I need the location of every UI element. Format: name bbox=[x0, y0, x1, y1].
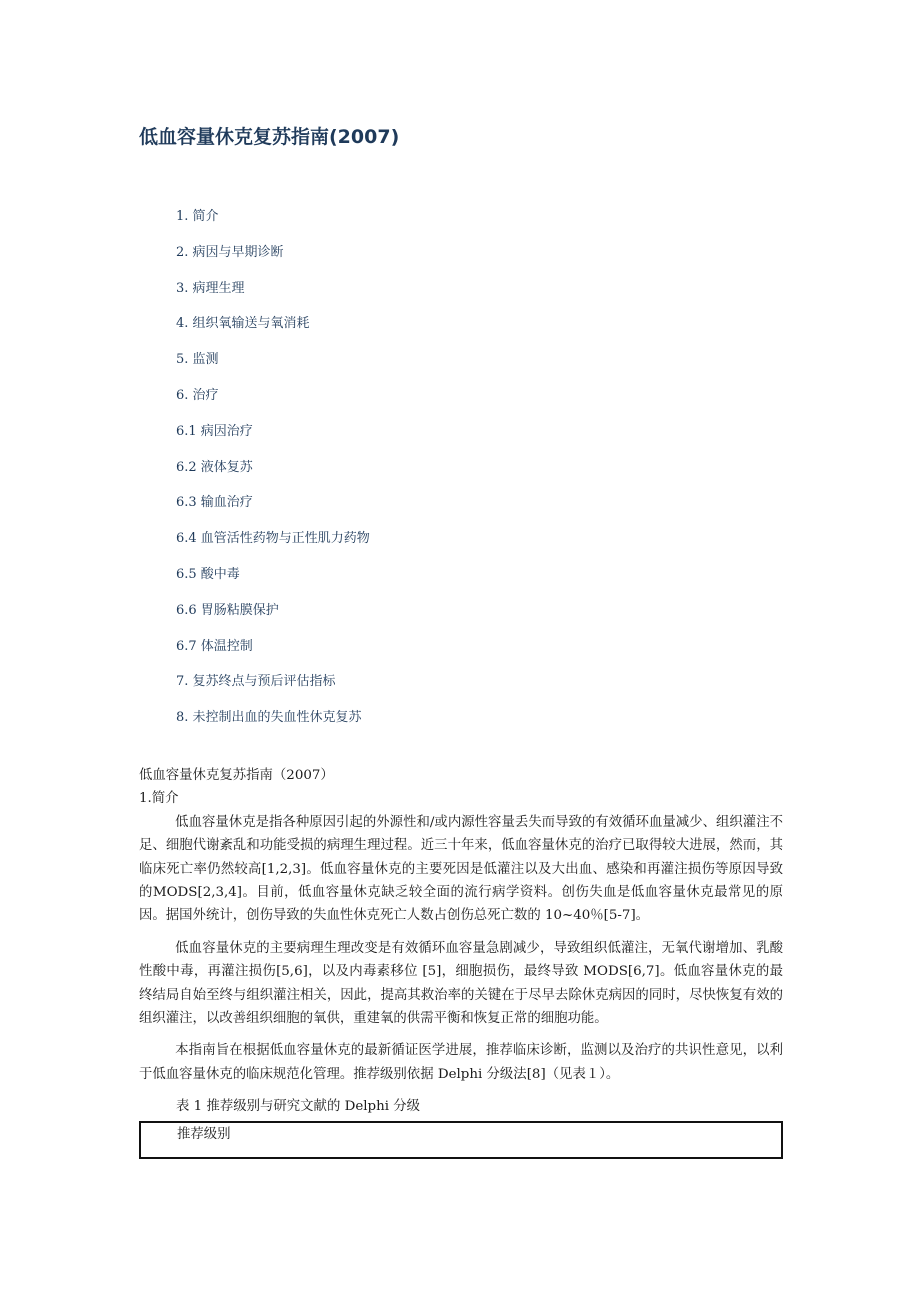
toc-item[interactable]: 6.1 病因治疗 bbox=[176, 423, 253, 439]
toc-item[interactable]: 7. 复苏终点与预后评估指标 bbox=[176, 674, 336, 690]
toc-item[interactable]: 6. 治疗 bbox=[176, 387, 219, 403]
section-heading: 1.简介 bbox=[139, 791, 179, 807]
toc-item[interactable]: 2. 病因与早期诊断 bbox=[176, 244, 284, 260]
table-row bbox=[140, 1122, 782, 1158]
body-paragraph: 本指南旨在根据低血容量休克的最新循证医学进展，推荐临床诊断，监测以及治疗的共识性意见，以利于低血容量休克的临床规范化管理。推荐级别依据 Delphi 分级法[8]（见表１）。 bbox=[139, 1043, 783, 1082]
toc-item[interactable]: 6.4 血管活性药物与正性肌力药物 bbox=[176, 531, 370, 547]
document-title: 低血容量休克复苏指南(2007) bbox=[139, 126, 400, 148]
table-caption: 表 1 推荐级别与研究文献的 Delphi 分级 bbox=[176, 1099, 421, 1115]
toc-item[interactable]: 6.6 胃肠粘膜保护 bbox=[176, 602, 279, 618]
document-body bbox=[139, 764, 783, 1159]
toc-item[interactable]: 6.3 输血治疗 bbox=[176, 495, 253, 511]
body-paragraph: 低血容量休克是指各种原因引起的外源性和/或内源性容量丢失而导致的有效循环血量减少、组织灌注不足、细胞代谢紊乱和功能受损的病理生理过程。近三十年来，低血容量休克的治疗已取得较大进展，然而，其临床死亡率仍然较高[1,2,3]。低血容量休克的主要死因是低灌注以及大出血、感染和再灌注损伤等原因导致的MODS[2,3,4]。目前，低血容量休克缺乏较全面的流行病学资料。创伤失血是低血容量休克最常见的原因。据国外统计，创伤导致的失血性休克死亡人数占创伤总死亡数的 10~40％[5-7]。 bbox=[139, 814, 783, 924]
table-header-cell: 推荐级别 bbox=[177, 1126, 231, 1142]
document-subtitle: 低血容量休克复苏指南（2007） bbox=[139, 768, 334, 783]
toc-item[interactable]: 8. 未控制出血的失血性休克复苏 bbox=[176, 710, 362, 726]
recommendation-grade-table bbox=[139, 1121, 783, 1159]
toc-item[interactable]: 5. 监测 bbox=[176, 352, 219, 368]
toc-item[interactable]: 3. 病理生理 bbox=[176, 280, 245, 296]
table-of-contents bbox=[176, 206, 370, 743]
toc-item[interactable]: 6.2 液体复苏 bbox=[176, 459, 253, 475]
toc-item[interactable]: 6.7 体温控制 bbox=[176, 638, 253, 654]
toc-item[interactable]: 1. 简介 bbox=[176, 209, 219, 224]
toc-item[interactable]: 4. 组织氧输送与氧消耗 bbox=[176, 316, 310, 332]
toc-item[interactable]: 6.5 酸中毒 bbox=[176, 566, 240, 582]
body-paragraph: 低血容量休克的主要病理生理改变是有效循环血容量急剧减少，导致组织低灌注，无氧代谢增加、乳酸性酸中毒，再灌注损伤[5,6]，以及内毒素移位 [5]，细胞损伤，最终导致 MODS[6,7]。低血容量休克的最终结局自始至终与组织灌注相关，因此，提高其救治率的关键在于尽早去除休克病因的同时，尽快恢复有效的组织灌注，以改善组织细胞的氧供，重建氧的供需平衡和恢复正常的细胞功能。 bbox=[139, 940, 783, 1027]
